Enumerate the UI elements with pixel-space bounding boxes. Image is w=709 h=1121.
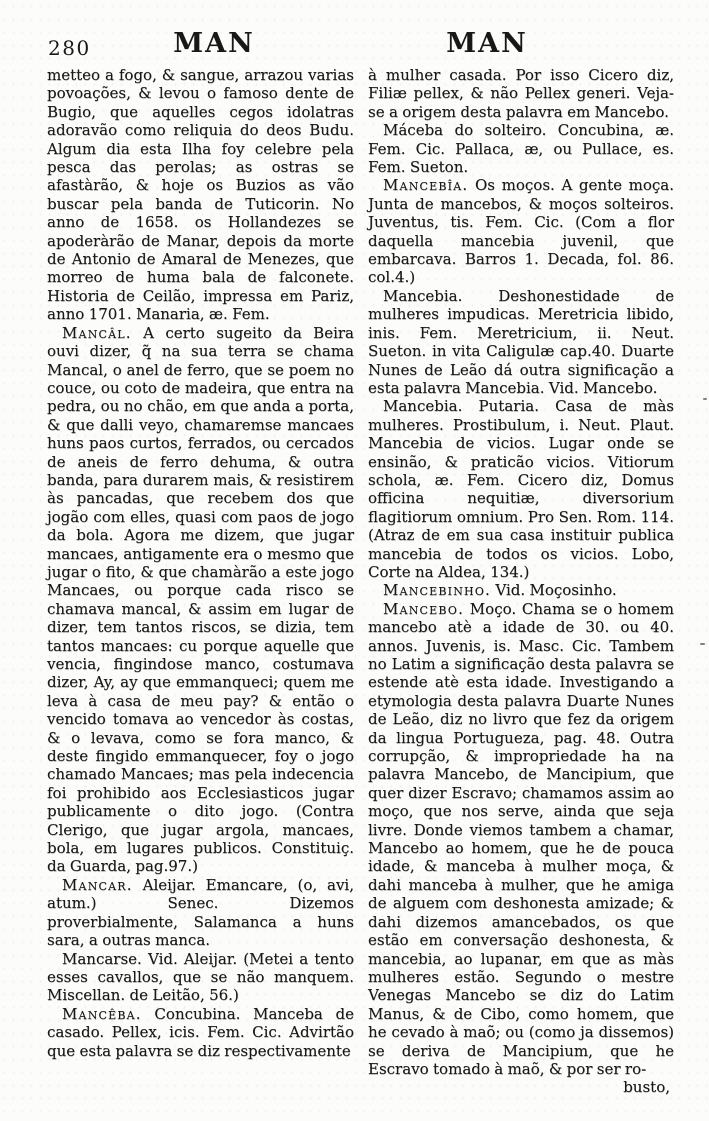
entry-body: Máceba do solteiro. Concubina, æ. Fem. Cic. Pallaca, æ, ou Pullace, es. Fem. Sueton. [368, 121, 674, 177]
entry-headword: Mancebo. [383, 599, 465, 618]
entry-body: A certo sugeito da Beira ouvi dizer, q̃ na sua terra se chama Mancal, o anel de ferro, que se poem no couce, ou coto de madeira, que entra na pedra, ou no chão, em que anda a porta, & que dalli veyo, chamaremse mancaes huns paos curtos, ferrados, ou cercados de aneis de ferro dehuma, & outra banda, para durarem mais, & resistirem às pancadas, que recebem dos que jogão com elles, quasi com paos de jogo da bola. Agora me dizem, que jugar mancaes, antigamente era o mesmo que jugar o fito, & que chamàrão a este jogo Mancaes, ou porque cada risco se chamava mancal, & assim em lugar de dizer, tem tantos riscos, se dizia, tem tantos mancaes: cu porque aquelle que vencia, fingindose manco, costumava dizer, Ay, ay que emmanqueci; quem me leva à casa de meu pay? & então o vencido tomava ao vencedor às costas, & o levava, como se fora manco, & deste fingido emmanquecer, foy o jogo chamado Mancaes; mas pela indecencia foi prohibido aos Ecclesiasticos jugar publicamente o dito jogo. (Contra Clerigo, que jugar argola, mancaes, bola, em lugares publicos. Constituiç. da Guarda, pag.97.) [47, 323, 354, 876]
entry-body: Vid. Moçosinho. [491, 581, 617, 600]
entry-headword: Mancâl. [62, 323, 132, 342]
entry-mancebia [368, 176, 674, 286]
entry-mancebia-putaria [368, 397, 674, 581]
entry-continuation-manar [47, 66, 354, 324]
scan-speck [700, 643, 705, 645]
entry-mancebo [368, 600, 674, 1079]
entry-body: Concubina. Manceba de casado. Pellex, icis. Fem. Cic. Advirtão que esta palavra se diz respectivamente [47, 1004, 354, 1060]
entry-body: metteo a fogo, & sangue, arrazou varias povoações, & levou o famoso dente de Bugio, que aquelles cegos idolatras adoravão como reliquia do deos Budu. Algum dia esta Ilha foy celebre pela pesca das perolas; as ostras se afastàrão, & hoje os Buzios as vão buscar pela banda de Tuticorin. No anno de 1658. os Hollandezes se apoderàrão de Manar, depois da morte de Antonio de Amaral de Menezes, que morreo de huma bala de falconete. Historia de Ceilão, impressa em Pariz, anno 1701. Manaria, æ. Fem. [47, 66, 354, 324]
entry-mancarse [47, 950, 354, 1005]
entry-headword: Mancêba. [62, 1004, 142, 1023]
entry-mancebinho [368, 581, 674, 599]
page-number: 280 [48, 36, 91, 60]
entry-body: Mancebia. Putaria. Casa de màs mulheres. Prostibulum, i. Neut. Plaut. Mancebia de vicios. Lugar onde se ensinão, & praticão vicios. Vitiorum schola, æ. Fem. Cicero diz, Domus officina nequitiæ, diversorium flagitiorum omnium. Pro Sen. Rom. 114. (Atraz de em sua casa instituir publica mancebia de todos os vicios. Lobo, Corte na Aldea, 134.) [368, 397, 674, 581]
left-column [47, 66, 354, 1060]
entry-body: Aleijar. Emancare, (o, avi, atum.) Senec. Dizemos proverbialmente, Salamanca a huns sara, a outras manca. [47, 875, 354, 950]
entry-body: Mancarse. Vid. Aleijar. (Metei a tento esses cavallos, que se não manquem. Miscellan. de Leitão, 56.) [47, 949, 354, 1005]
entry-mancebia-deshonestidade [368, 287, 674, 397]
entry-headword: Mancebinho. [383, 581, 492, 600]
entry-headword: Mancar. [62, 875, 133, 894]
right-column [368, 66, 674, 1097]
running-head-right: MAN [446, 28, 528, 59]
running-head-left: MAN [173, 28, 255, 59]
entry-body: Moço. Chama se o homem mancebo atè a idade de 30. ou 40. annos. Juvenis, is. Masc. Cic. Tambem no Latim a significação desta palavra se estende atè esta idade. Investigando a etymologia desta palavra Duarte Nunes de Leão, diz no livro que fez da origem da lingua Portugueza, pag. 48. Outra corrupção, & impropriedade ha na palavra Mancebo, de Mancipium, que quer dizer Escravo; chamamos assim ao moço, que nos serve, ainda que seja livre. Donde viemos tambem a chamar, Mancebo ao homem, que he de pouca idade, & manceba à mulher moça, & dahi manceba à mulher, que he amiga de alguem com deshonesta amizade; & dahi dizemos amancebados, os que estão em conversação deshonesta, & mancebia, ao lupanar, em que as màs mulheres estão. Segundo o mestre Venegas Mancebo se diz do Latim Manus, & de Cibo, como homem, que he cevado à maõ; ou (como ja dissemos) se deriva de Mancipium, que he Escravo tomado à maõ, & por ser ro- [368, 599, 674, 1078]
entry-body: Mancebia. Deshonestidade de mulheres impudicas. Meretricia libido, inis. Fem. Meretricium, ii. Neut. Sueton. in vita Caligulæ cap.40. Duarte Nunes de Leão dá outra significação a esta palavra Mancebia. Vid. Mancebo. [368, 286, 674, 397]
scan-speck [703, 398, 707, 400]
entry-headword: Mancebîa. [383, 176, 469, 195]
catchword: busto, [623, 1078, 670, 1097]
entry-manceba [47, 1005, 354, 1060]
entry-body: Os moços. A gente moça. Junta de mancebos, & moços solteiros. Juventus, tis. Fem. Cic. (Com a flor daquella mancebia juvenil, que embarcava. Barros 1. Decada, fol. 86. col.4.) [368, 176, 674, 287]
entry-continuation-manceba [368, 66, 674, 121]
entry-mancal [47, 324, 354, 876]
entry-mancar [47, 876, 354, 950]
entry-manceba-solteiro [368, 121, 674, 176]
entry-body: à mulher casada. Por isso Cicero diz, Filiæ pellex, & não Pellex generi. Veja-se a origem desta palavra em Mancebo. [368, 66, 674, 121]
